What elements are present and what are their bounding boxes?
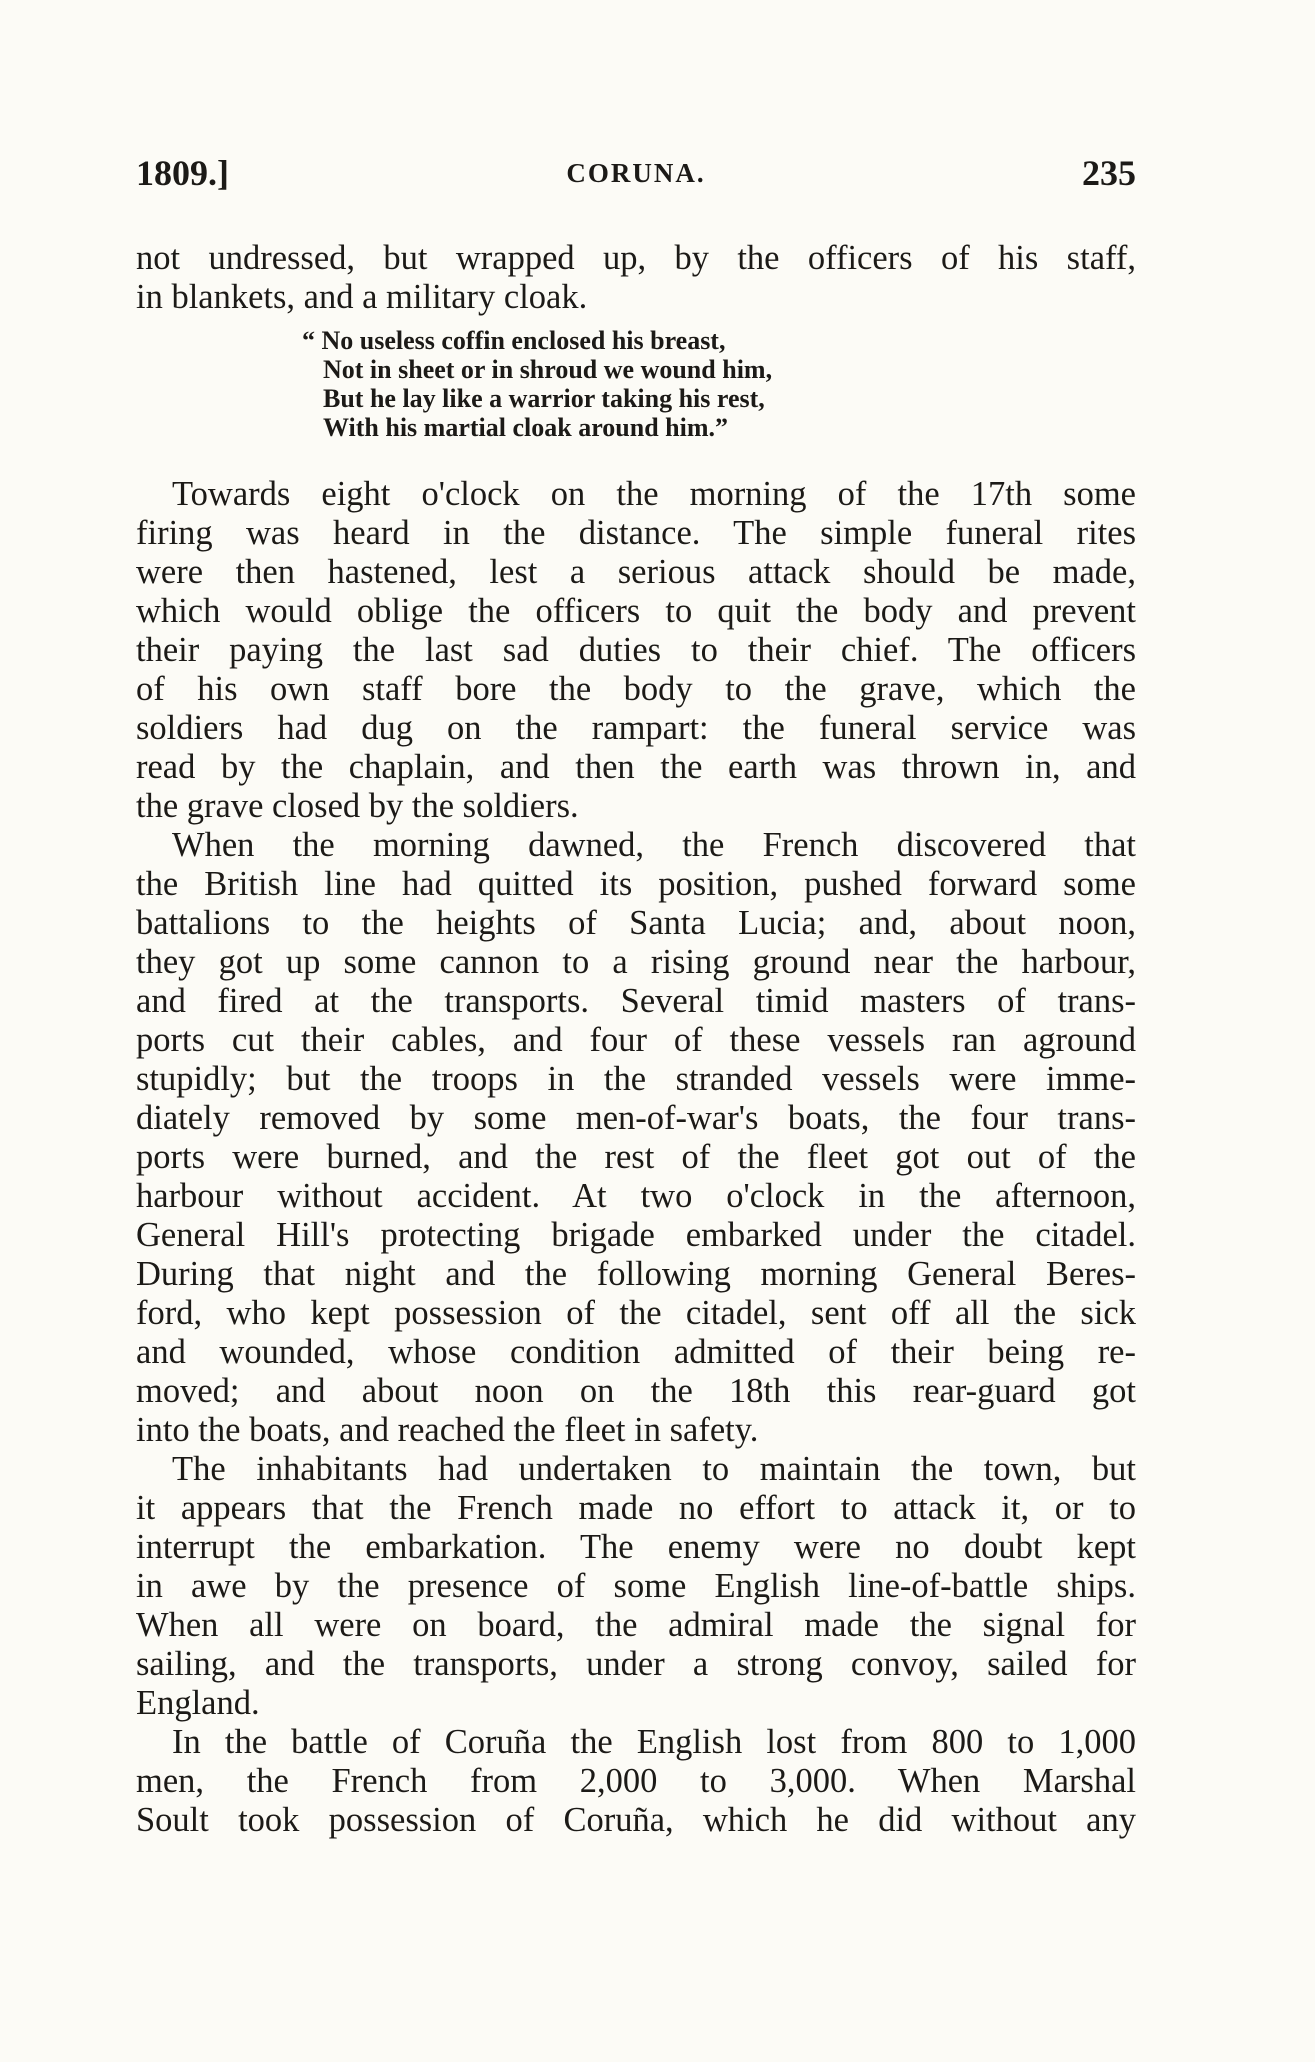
text-line: in awe by the presence of some English line-of-battle ships.	[136, 1567, 1136, 1605]
text-line: read by the chaplain, and then the earth was thrown in, and	[136, 748, 1136, 786]
text-line: ports were burned, and the rest of the fleet got out of the	[136, 1138, 1136, 1176]
text-line: it appears that the French made no effort to attack it, or to	[136, 1489, 1136, 1527]
text-line: General Hill's protecting brigade embarked under the citadel.	[136, 1216, 1136, 1254]
text-line: sailing, and the transports, under a strong convoy, sailed for	[136, 1645, 1136, 1683]
text-line: and wounded, whose condition admitted of their being re-	[136, 1333, 1136, 1371]
text-line: interrupt the embarkation. The enemy were no doubt kept	[136, 1528, 1136, 1566]
verse-line: But he lay like a warrior taking his rest,	[323, 384, 765, 413]
text-line: of his own staff bore the body to the grave, which the	[136, 670, 1136, 708]
text-line: Towards eight o'clock on the morning of the 17th some	[172, 475, 1136, 513]
verse-line: Not in sheet or in shroud we wound him,	[323, 355, 773, 384]
text-line: Soult took possession of Coruña, which he did without any	[136, 1801, 1136, 1839]
verse-line: With his martial cloak around him.”	[323, 413, 728, 442]
text-line: During that night and the following morning General Beres-	[136, 1255, 1136, 1293]
text-line: the British line had quitted its position, pushed forward some	[136, 865, 1136, 903]
text-line: In the battle of Coruña the English lost from 800 to 1,000	[172, 1723, 1136, 1761]
text-line: When all were on board, the admiral made the signal for	[136, 1606, 1136, 1644]
header-title: CORUNA.	[566, 158, 706, 188]
text-line: were then hastened, lest a serious attack should be made,	[136, 553, 1136, 591]
text-line: firing was heard in the distance. The simple funeral rites	[136, 514, 1136, 552]
page-number: 235	[1082, 153, 1136, 193]
text-line: moved; and about noon on the 18th this rear-guard got	[136, 1372, 1136, 1410]
text-line: battalions to the heights of Santa Lucia; and, about noon,	[136, 904, 1136, 942]
verse-line: “ No useless coffin enclosed his breast,	[302, 326, 726, 355]
text-line: not undressed, but wrapped up, by the officers of his staff,	[136, 239, 1136, 277]
text-line: they got up some cannon to a rising ground near the harbour,	[136, 943, 1136, 981]
text-line: diately removed by some men-of-war's boats, the four trans-	[136, 1099, 1136, 1137]
text-line: their paying the last sad duties to their chief. The officers	[136, 631, 1136, 669]
header-year: 1809.]	[136, 153, 229, 193]
text-line: ford, who kept possession of the citadel, sent off all the sick	[136, 1294, 1136, 1332]
text-line: into the boats, and reached the fleet in safety.	[136, 1411, 759, 1449]
text-line: The inhabitants had undertaken to maintain the town, but	[172, 1450, 1136, 1488]
text-line: men, the French from 2,000 to 3,000. When Marshal	[136, 1762, 1136, 1800]
text-line: stupidly; but the troops in the stranded vessels were imme-	[136, 1060, 1136, 1098]
running-head	[136, 152, 1136, 200]
text-line: ports cut their cables, and four of these vessels ran aground	[136, 1021, 1136, 1059]
text-line: harbour without accident. At two o'clock in the afternoon,	[136, 1177, 1136, 1215]
text-line: the grave closed by the soldiers.	[136, 787, 579, 825]
text-line: England.	[136, 1684, 260, 1722]
text-line: and fired at the transports. Several timid masters of trans-	[136, 982, 1136, 1020]
text-line: in blankets, and a military cloak.	[136, 278, 588, 316]
text-line: When the morning dawned, the French discovered that	[172, 826, 1136, 864]
text-line: soldiers had dug on the rampart: the funeral service was	[136, 709, 1136, 747]
text-line: which would oblige the officers to quit the body and prevent	[136, 592, 1136, 630]
